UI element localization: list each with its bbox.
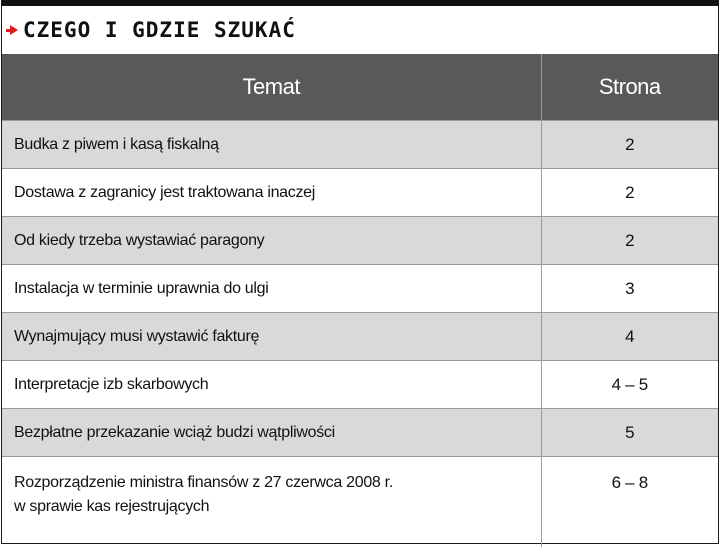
row-topic: Interpretacje izb skarbowych <box>2 361 541 409</box>
row-page: 3 <box>541 265 718 313</box>
table-row <box>2 313 718 361</box>
row-page: 2 <box>541 169 718 217</box>
table-row <box>2 361 718 409</box>
contents-box <box>1 0 719 544</box>
arrow-icon <box>10 25 18 35</box>
title-bar <box>2 6 718 54</box>
header-topic: Temat <box>2 54 541 121</box>
row-page: 4 – 5 <box>541 361 718 409</box>
table-row <box>2 457 718 547</box>
header-page: Strona <box>541 54 718 121</box>
table-header-row <box>2 54 718 121</box>
table-row <box>2 217 718 265</box>
row-page: 6 – 8 <box>541 457 718 547</box>
contents-table <box>2 54 718 547</box>
table-row <box>2 169 718 217</box>
row-page: 2 <box>541 121 718 169</box>
row-page: 5 <box>541 409 718 457</box>
section-title: CZEGO I GDZIE SZUKAĆ <box>23 18 296 42</box>
row-topic-line: w sprawie kas rejestrujących <box>14 495 541 519</box>
row-topic: Instalacja w terminie uprawnia do ulgi <box>2 265 541 313</box>
table-row <box>2 265 718 313</box>
row-topic: Bezpłatne przekazanie wciąż budzi wątpliwości <box>2 409 541 457</box>
row-topic <box>2 457 541 547</box>
row-topic: Budka z piwem i kasą fiskalną <box>2 121 541 169</box>
row-topic: Wynajmujący musi wystawić fakturę <box>2 313 541 361</box>
row-topic: Od kiedy trzeba wystawiać paragony <box>2 217 541 265</box>
table-row <box>2 121 718 169</box>
table-row <box>2 409 718 457</box>
row-page: 4 <box>541 313 718 361</box>
row-topic-line: Rozporządzenie ministra finansów z 27 czerwca 2008 r. <box>14 471 541 495</box>
row-topic: Dostawa z zagranicy jest traktowana inaczej <box>2 169 541 217</box>
row-page: 2 <box>541 217 718 265</box>
